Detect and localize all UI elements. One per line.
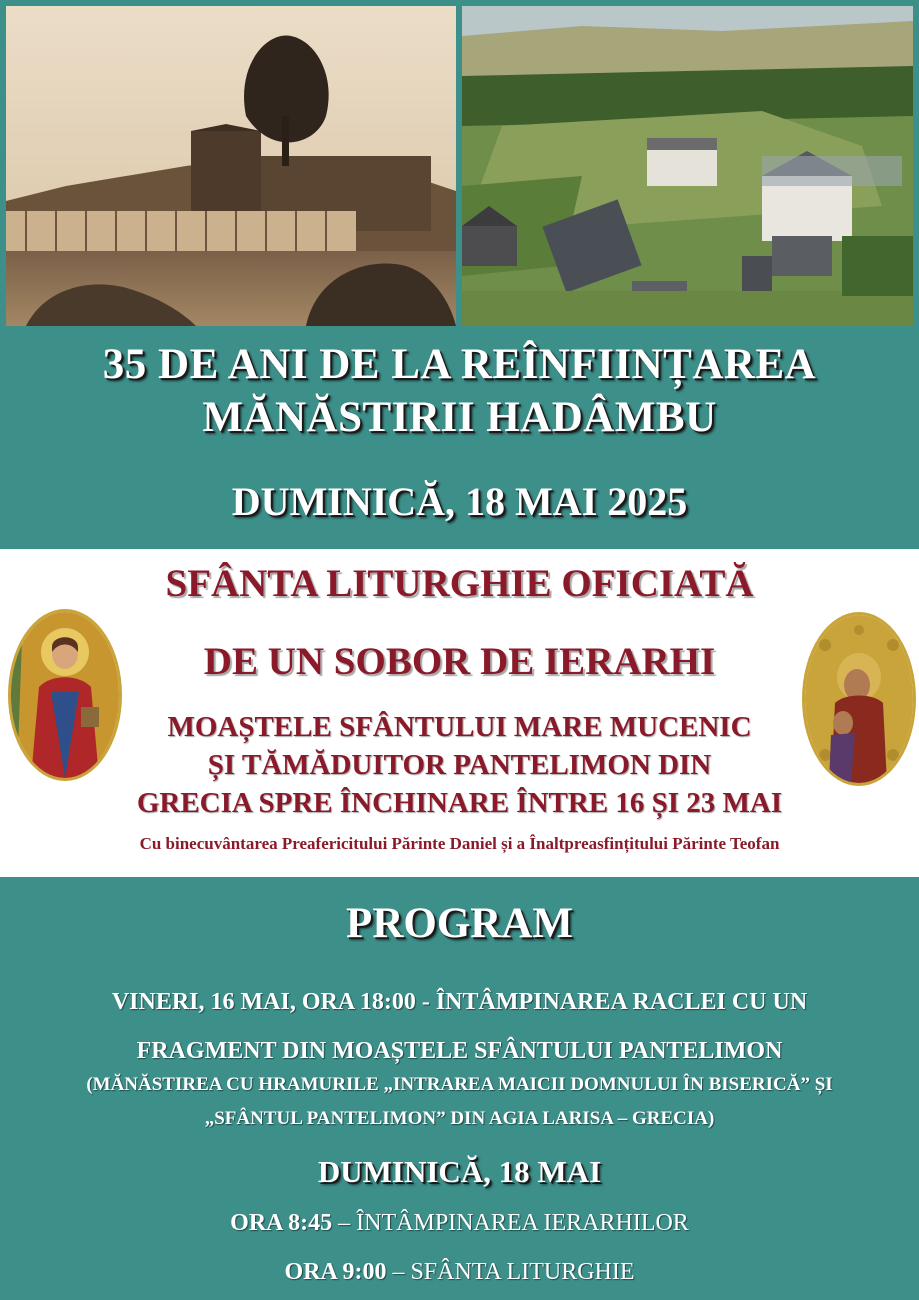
schedule-item	[0, 1257, 919, 1287]
anniversary-title	[0, 338, 919, 444]
relics-line3: GRECIA SPRE ÎNCHINARE ÎNTRE 16 ȘI 23 MAI	[136, 787, 783, 819]
friday-event-line1: VINERI, 16 MAI, ORA 18:00 - ÎNTÂMPINAREA RACLEI CU UN	[111, 989, 808, 1015]
schedule-time: ORA 8:45	[230, 1210, 333, 1236]
relics-announcement	[0, 708, 919, 822]
sunday-heading: DUMINICĂ, 18 MAI	[317, 1154, 602, 1189]
monastery-note	[0, 1068, 919, 1136]
photo-strip	[6, 6, 913, 326]
schedule-item	[0, 1208, 919, 1238]
liturgy-title-line2: DE UN SOBOR DE IERARHI	[203, 640, 716, 683]
event-date: DUMINICĂ, 18 MAI 2025	[231, 479, 688, 524]
historic-ruins-photo	[6, 6, 456, 326]
schedule-desc: – ÎNTÂMPINAREA IERARHILOR	[332, 1210, 689, 1236]
friday-event-line2: FRAGMENT DIN MOAȘTELE SFÂNTULUI PANTELIMON	[136, 1038, 783, 1064]
anniversary-title-line2: MĂNĂSTIRII HADÂMBU	[202, 394, 717, 441]
monastery-aerial-photo	[462, 6, 913, 326]
monastery-note-line2: „SFÂNTUL PANTELIMON” DIN AGIA LARISA – GRECIA)	[204, 1108, 715, 1129]
anniversary-title-line1: 35 DE ANI DE LA REÎNFIINȚAREA	[102, 341, 817, 388]
relics-line1: MOAȘTELE SFÂNTULUI MARE MUCENIC	[167, 711, 752, 743]
schedule-desc: – SFÂNTA LITURGHIE	[386, 1259, 635, 1285]
schedule-time: ORA 9:00	[284, 1259, 387, 1285]
liturgy-title-line1: SFÂNTA LITURGHIE OFICIATĂ	[165, 562, 754, 605]
monastery-note-line1: (MĂNĂSTIREA CU HRAMURILE „INTRAREA MAICII DOMNULUI ÎN BISERICĂ” ȘI	[86, 1074, 833, 1095]
blessing-line: Cu binecuvântarea Preafericitului Părinte Daniel și a Înaltpreasfințitului Părinte Teofan	[139, 834, 780, 853]
program-heading: PROGRAM	[346, 900, 573, 947]
friday-event	[0, 978, 919, 1076]
relics-line2: ȘI TĂMĂDUITOR PANTELIMON DIN	[207, 749, 712, 781]
